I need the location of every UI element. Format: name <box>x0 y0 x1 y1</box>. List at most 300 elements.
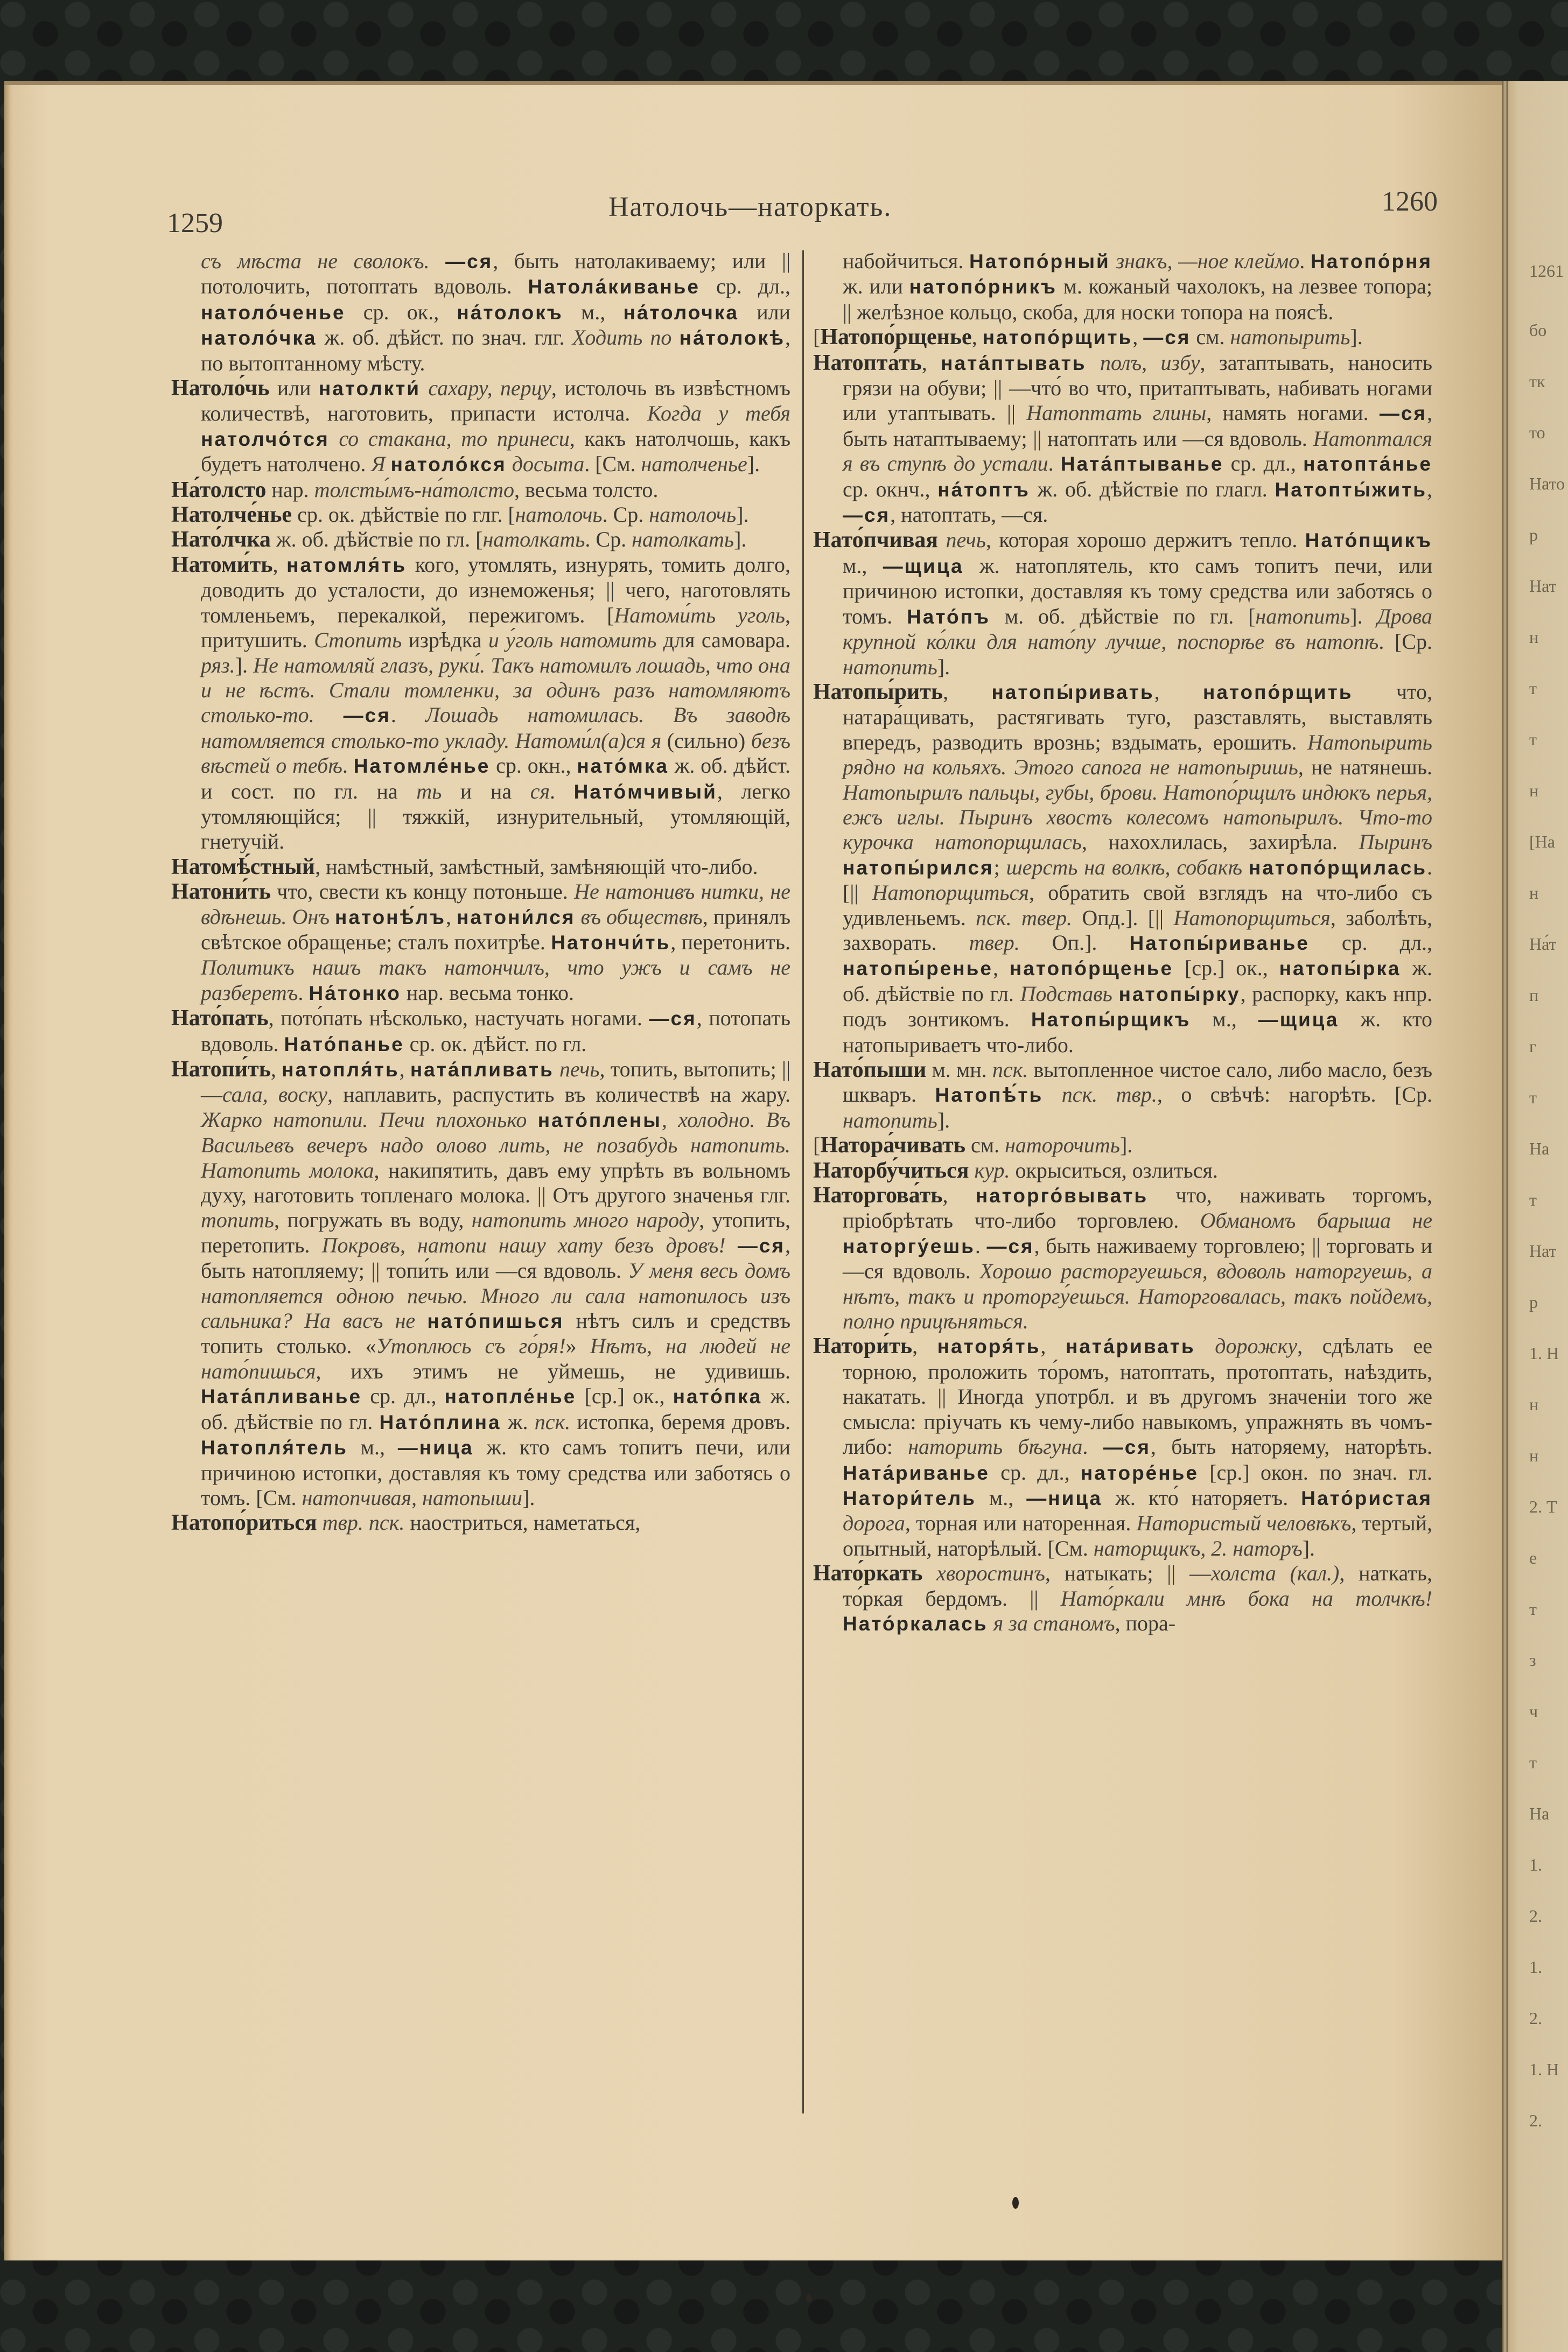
definition-text: м., <box>563 299 624 324</box>
definition-text: . <box>550 779 574 803</box>
definition-text: ср. окнч., <box>843 477 938 501</box>
dictionary-entry <box>171 376 790 478</box>
definition-text: ж. <box>501 1409 535 1434</box>
example-italic: натолченье <box>641 452 747 477</box>
example-italic: натопчивая, натопыши <box>302 1485 523 1510</box>
dictionary-entry <box>171 879 790 1006</box>
next-page-fragment: 2. <box>1529 2008 1542 2028</box>
example-italic: со стакана, то принеси <box>329 426 570 451</box>
example-italic: въ обществѣ <box>575 904 703 929</box>
example-italic: знакъ, —ное клеймо <box>1110 249 1300 273</box>
headword: Натолче́нье <box>171 502 292 528</box>
next-page-fragment: г <box>1529 1037 1537 1056</box>
definition-text: ]. <box>1350 325 1363 349</box>
derived-form: нато́мка <box>577 755 669 778</box>
derived-form: натомля́ть <box>286 554 407 576</box>
derived-form: натони́лся <box>457 906 576 928</box>
example-italic: хворостинъ <box>922 1561 1045 1586</box>
derived-form: —ся <box>1143 326 1191 349</box>
definition-text: для самовара. <box>656 628 791 653</box>
definition-text: , принялъ свѣтское обращенье; сталъ похитрѣе. <box>201 904 790 954</box>
definition-text: , накипятить, давъ ему упрѣть въ вольномъ духу, наготовить топленаго молока. || Отъ другого значенья глг. <box>201 1158 790 1208</box>
dictionary-entry <box>813 1183 1432 1334</box>
derived-form: —ся <box>1379 402 1427 425</box>
definition-text: ж. об. дѣйствіе по гл. <box>843 956 1433 1006</box>
dictionary-entry <box>813 1158 1432 1183</box>
definition-text: , утопить, перетопить. <box>201 1208 791 1257</box>
next-page-fragment: 2. <box>1529 2111 1542 2130</box>
example-italic: Ходить по <box>572 325 680 350</box>
definition-text: ср. дл., <box>1309 930 1432 955</box>
definition-text: ж. об. дѣйствіе по гл. [ <box>270 527 483 552</box>
definition-text: , натыкать; || — <box>1045 1561 1212 1586</box>
derived-form: на́толокѣ <box>679 327 785 349</box>
derived-form: —щица <box>883 555 964 577</box>
example-italic: Политикъ нашъ такъ натончилъ, что ужъ и самъ не разберетъ <box>201 955 790 1005</box>
definition-text: , ихъ этимъ не уймешь, не удивишь. <box>316 1359 790 1383</box>
definition-text: ; <box>993 855 1006 879</box>
running-title: Натолочь—наторкать. <box>608 192 892 222</box>
derived-form: Натопты́жить <box>1275 478 1427 501</box>
definition-text: » <box>565 1334 590 1359</box>
definition-text: ср. ок. дѣйст. по гл. <box>404 1031 587 1056</box>
next-page-fragment: 2. Т <box>1529 1497 1557 1516</box>
entry-continuation <box>171 249 790 376</box>
next-page-sliver <box>1502 81 1568 2352</box>
definition-text: наостриться, наметаться, <box>404 1510 641 1535</box>
definition-text: , которая хорошо держитъ тепло. <box>985 528 1305 552</box>
derived-form: нато́пка <box>673 1385 762 1408</box>
definition-text: [ср.] ок., <box>576 1384 673 1409</box>
example-italic: натолкать <box>482 527 585 552</box>
example-italic: Жарко натопили. Печи плохонько <box>201 1107 538 1132</box>
derived-form: Натола́киванье <box>528 276 701 298</box>
example-italic: дорожку <box>1195 1334 1298 1359</box>
definition-text: изрѣдка <box>402 628 488 653</box>
definition-text: м. кожаный чахолокъ, на лезвее топора; || желѣзное кольцо, скоба, для носки топора на поясѣ. <box>843 274 1432 324</box>
headword: Натопы́рить <box>813 679 943 704</box>
derived-form: Ната́пливанье <box>201 1385 362 1408</box>
derived-form: наторгу́ешь <box>843 1235 975 1257</box>
derived-form: натопы́ренье <box>843 957 993 980</box>
derived-form: ната́ривать <box>1065 1335 1195 1358</box>
definition-text: , <box>992 956 1010 981</box>
definition-text: , быть натолакиваему; или || потолочить, потоптать вдоволь. <box>201 249 791 299</box>
derived-form: натопо́рщилась <box>1248 856 1427 879</box>
example-italic: Лошадь натомилась. Въ заводѣ натомляется столько-то укладу. Натоми́л(а)ся я <box>201 703 790 753</box>
definition-text: , <box>1427 477 1432 501</box>
derived-form: На́тонко <box>309 982 401 1004</box>
derived-form: —ся <box>737 1234 785 1257</box>
example-italic: холста (кал.) <box>1211 1561 1340 1586</box>
example-italic: натопить много народу <box>471 1208 699 1233</box>
derived-form: —щица <box>1258 1009 1339 1031</box>
definition-text: или <box>739 299 790 324</box>
example-italic: пск. твер. <box>976 905 1072 930</box>
definition-text: , перетонить. <box>670 929 790 954</box>
derived-form: на́толочка <box>623 301 739 324</box>
definition-text: , сдѣлать ее торною, проложить то́ромъ, натоптать, протоптать, наѣздить, накатать. || Иногда употрбл. и въ другомъ значеніи того же смысла: пріучать къ чему-либо навыкомъ, упражнять въ чомъ-либо: <box>843 1334 1433 1459</box>
next-page-fragment: ч <box>1529 1702 1538 1721</box>
definition-text: , распорку, какъ нпр. подъ зонтикомъ. <box>843 981 1432 1032</box>
dictionary-entry <box>171 478 790 502</box>
example-italic: Натоптался я въ ступѣ до устали <box>843 426 1432 476</box>
definition-text: , <box>1154 679 1203 704</box>
derived-form: Нато́панье <box>284 1033 404 1055</box>
definition-text: . <box>342 753 354 778</box>
example-italic: печь <box>938 528 986 552</box>
example-italic: безъ вѣстей о тебѣ <box>201 728 790 778</box>
definition-text: . [Ср. <box>1378 629 1432 654</box>
definition-text: ср. дл., <box>989 1460 1081 1485</box>
headword: Натори́ть <box>813 1334 913 1359</box>
next-page-fragment: бо <box>1529 320 1547 340</box>
derived-form: Нато́мчивый <box>573 780 717 803</box>
next-page-fragment: 1. <box>1529 1855 1542 1874</box>
next-page-fragment: Нато <box>1529 474 1565 493</box>
example-italic: Когда у тебя <box>647 401 790 426</box>
definition-text: что, свести къ концу потоньше. <box>270 879 575 904</box>
example-italic: натолочь <box>515 502 603 527</box>
right-page-number: 1260 <box>1382 186 1438 217</box>
derived-form: нато́пишься <box>427 1310 564 1333</box>
example-italic: досыта <box>506 452 585 477</box>
derived-form: Ната́риванье <box>843 1461 990 1484</box>
next-page-fragment: 1. Н <box>1529 1343 1559 1363</box>
definition-text: , наплавить, распустить въ количествѣ на жару. <box>327 1082 791 1107</box>
example-italic: Утоплюсь съ го́ря! <box>376 1334 566 1359</box>
next-page-fragment: т <box>1529 1599 1537 1619</box>
definition-text: . Ср. <box>602 502 649 527</box>
example-italic: Я <box>371 452 391 477</box>
definition-text: ]. <box>1350 604 1377 628</box>
derived-form: Натопы́риванье <box>1129 932 1310 954</box>
page-header <box>162 186 1443 250</box>
definition-text: , быть наживаему торговлею; || торговать и —ся вдоволь. <box>843 1233 1433 1284</box>
definition-text: [ <box>813 325 821 349</box>
dictionary-entry <box>813 351 1432 528</box>
definition-text: что, натара́щивать, растягивать туго, разставлять, выставлять впередъ, разводить врознь; вздымать, ерошить. <box>843 679 1433 754</box>
derived-form: наторе́нье <box>1080 1461 1199 1484</box>
example-italic: Натоптать глины <box>1026 401 1207 425</box>
example-italic: У меня весь домъ натопляется одною печью. Много ли сала натопилось изъ сальника? На васъ не <box>201 1258 791 1333</box>
dictionary-entry <box>171 1510 790 1535</box>
derived-form: натолчо́тся <box>201 428 330 450</box>
definition-text: , топить, вытопить; || — <box>201 1057 790 1107</box>
definition-text: нар. <box>266 477 314 502</box>
headword: Нато́пыши <box>813 1058 927 1082</box>
definition-text: или <box>269 376 319 401</box>
definition-text: , весьма толсто. <box>514 477 659 502</box>
definition-text: см. <box>965 1133 1005 1158</box>
definition-text: , торная или наторенная. <box>905 1511 1137 1536</box>
definition-text: . <box>1299 249 1311 273</box>
next-page-fragment: Нат <box>1529 576 1557 596</box>
example-italic: кур. <box>969 1158 1010 1182</box>
example-italic: Стопить <box>314 628 402 653</box>
next-page-fragment: з <box>1529 1650 1536 1670</box>
example-italic: сала, воску <box>222 1082 327 1107</box>
headword: Натони́ть <box>171 879 271 905</box>
example-italic: топить <box>201 1208 274 1233</box>
definition-text: что, наживать торгомъ, пріобрѣтать что-либо торговлею. <box>843 1183 1433 1233</box>
derived-form: натопля́ть <box>282 1059 400 1081</box>
example-italic: печь <box>554 1057 600 1081</box>
definition-text: м., <box>347 1435 398 1460</box>
example-italic: натолкать <box>632 527 734 552</box>
definition-text: . <box>1048 451 1061 476</box>
definition-text: , <box>943 679 992 704</box>
derived-form: натопта́нье <box>1303 453 1432 475</box>
dictionary-entry <box>171 1057 790 1510</box>
next-page-fragment: На́т <box>1529 934 1557 954</box>
definition-text: вытопленное чистое сало, либо масло, безъ шкваръ. <box>843 1058 1433 1107</box>
definition-text: см. <box>1191 325 1230 349</box>
definition-text: ж. об. дѣйст. по знач. глг. <box>317 325 572 350</box>
definition-text: . <box>1082 1434 1103 1459</box>
definition-text: , потопать вдоволь. <box>201 1006 790 1056</box>
definition-text: , <box>399 1057 410 1081</box>
definition-text: , по вытоптанному мѣсту. <box>201 325 790 375</box>
ink-spot <box>806 2294 811 2302</box>
example-italic: дорога <box>843 1511 905 1536</box>
derived-form: натоло́кся <box>390 453 507 476</box>
example-italic: Натопырить рядно на кольяхъ. Этого сапога не натопыришь <box>843 730 1432 780</box>
next-page-fragment: р <box>1529 1292 1538 1312</box>
derived-form: ната́птывать <box>941 352 1087 374</box>
definition-text: ]. <box>734 527 747 552</box>
headword: Наторгова́ть <box>813 1183 943 1208</box>
next-page-fragment: н <box>1529 627 1539 647</box>
example-italic: Натопорщиться <box>872 880 1029 905</box>
example-italic: натопырить <box>1230 325 1350 349</box>
definition-text: ]. <box>747 452 760 477</box>
headword: Натопта́ть <box>813 350 922 375</box>
dictionary-entry <box>171 527 790 552</box>
example-italic: натопить <box>1255 604 1350 628</box>
definition-text: , быть наторяему, наторѣть. <box>1150 1434 1432 1459</box>
definition-text: (сильно) <box>661 728 751 753</box>
next-page-fragment: п <box>1529 985 1539 1005</box>
gutter-fold <box>1502 81 1508 2352</box>
dictionary-entry <box>813 1561 1432 1636</box>
next-page-number: 1261 <box>1529 261 1564 281</box>
next-page-fragment: 1. <box>1529 1957 1542 1977</box>
definition-text: ж. натоплятель, кто самъ топитъ печи, или причиною истопки, доставляя къ тому средства или заботясь о томъ. <box>843 553 1433 628</box>
definition-text: , <box>272 552 287 577</box>
example-italic: Натоми́ть уголь <box>614 603 786 627</box>
definition-text: ]. <box>736 502 749 527</box>
definition-text: . [См. <box>584 452 641 477</box>
dictionary-entry <box>813 1334 1432 1561</box>
definition-text: [ <box>813 1133 821 1158</box>
definition-text: набойчиться. <box>843 249 970 273</box>
example-italic: пск. твр. <box>1043 1082 1157 1107</box>
derived-form: Нато́пъ <box>907 605 990 628</box>
definition-text: , намять ногами. <box>1206 401 1380 425</box>
derived-form: натопы́рку <box>1118 983 1241 1005</box>
derived-form: —ся <box>986 1235 1034 1257</box>
headword: Нато́пать <box>171 1006 269 1031</box>
derived-form: —ся <box>649 1007 697 1030</box>
derived-form: Натопѣ́ть <box>935 1084 1044 1107</box>
next-page-fragment: тк <box>1529 372 1545 391</box>
definition-text: , пото́пать нѣсколько, настучать ногами. <box>268 1006 649 1031</box>
definition-text: ср. ок., <box>345 299 457 324</box>
definition-text: ]. <box>235 653 254 677</box>
example-italic: наторить бѣгуна <box>908 1434 1083 1459</box>
definition-text: , затаптывать, наносить грязи на обуви; || —что́ во что, притаптывать, набивать ногами или утаптывать. || <box>843 350 1432 425</box>
headword: Наторбу́читься <box>813 1158 969 1183</box>
derived-form: натопо́рникъ <box>909 276 1057 298</box>
derived-form: натопо́рщить <box>1203 681 1353 703</box>
definition-text: . [|| <box>843 855 1432 905</box>
definition-text: м., <box>843 553 883 578</box>
derived-form: на́топтъ <box>937 478 1030 501</box>
dictionary-entry <box>813 1133 1432 1158</box>
example-italic: натопить <box>843 1108 937 1132</box>
next-page-fragment: На <box>1529 1804 1550 1823</box>
example-italic: сахару, перцу <box>421 376 551 401</box>
definition-text: , <box>1040 1334 1066 1359</box>
definition-text: , <box>1132 325 1144 349</box>
definition-text: , истолочь въ извѣстномъ количествѣ, наготовить, припасти истолча. <box>201 376 790 426</box>
derived-form: —ница <box>1026 1487 1103 1509</box>
next-page-fragment: т <box>1529 730 1537 749</box>
definition-text: , легко утомляющійся; || тяжкій, изнурительный, утомляющій, гнетучій. <box>201 779 790 854</box>
next-page-fragment: 2. <box>1529 1906 1542 1926</box>
headword: Нато́ркать <box>813 1561 923 1586</box>
derived-form: —ся <box>843 504 891 527</box>
definition-text: нѣтъ силъ и средствъ топить столько. « <box>201 1308 791 1359</box>
derived-form: Нато́плина <box>379 1411 501 1433</box>
definition-text: окрыситься, озлиться. <box>1010 1158 1218 1182</box>
right-column <box>813 249 1432 1636</box>
definition-text: , о свѣчѣ: нагорѣть. [Ср. <box>1157 1082 1432 1107</box>
example-italic: шерсть на волкѣ, собакѣ <box>1006 855 1249 879</box>
example-italic: толсты́мъ-на́толсто <box>314 477 515 502</box>
dictionary-entry <box>813 325 1432 350</box>
definition-text: м., <box>1191 1007 1258 1032</box>
entry-continuation <box>813 249 1432 325</box>
definition-text: ср. ок. дѣйствіе по глг. [ <box>292 502 515 527</box>
derived-form: Ната́птыванье <box>1060 453 1224 475</box>
example-italic: пск. <box>992 1058 1028 1082</box>
headword: Натопи́ть <box>171 1057 271 1082</box>
dictionary-entry <box>813 680 1432 1058</box>
definition-text: , намѣстный, замѣстный, замѣняющій что-либо. <box>315 854 758 879</box>
example-italic: наторщикъ, 2. наторъ <box>1093 1536 1303 1560</box>
next-page-fragment: т <box>1529 1753 1537 1772</box>
example-italic: твер. <box>969 930 1020 955</box>
derived-form: —ся <box>343 704 391 727</box>
definition-text: . <box>390 703 425 727</box>
derived-form: Натопля́тель <box>201 1437 348 1459</box>
definition-text: , <box>912 1334 937 1359</box>
derived-form: —ница <box>397 1437 474 1459</box>
next-page-fragment: т <box>1529 1190 1537 1209</box>
definition-text: , погружать въ воду, <box>274 1208 472 1233</box>
derived-form: наторго́вывать <box>975 1185 1149 1207</box>
definition-text: , нахохлилась, захирѣла. <box>1081 830 1359 855</box>
definition-text: и на <box>442 779 530 803</box>
definition-text: ж. или <box>843 274 909 299</box>
derived-form: —ся <box>445 250 493 272</box>
derived-form: Нато́пщикъ <box>1305 529 1433 552</box>
definition-text: , <box>971 325 983 349</box>
left-column <box>171 249 790 1536</box>
next-page-fragment: н <box>1529 883 1539 902</box>
headword: Натоло́чь <box>171 376 270 401</box>
example-italic: я за станомъ <box>988 1611 1115 1635</box>
derived-form: натопы́рился <box>843 856 994 879</box>
next-page-fragment: 1. Н <box>1529 2060 1559 2079</box>
derived-form: натонѣ́лъ <box>335 906 446 928</box>
derived-form: наторя́ть <box>937 1335 1041 1358</box>
definition-text: нар. весьма тонко. <box>401 980 574 1005</box>
derived-form: Нато́ристая <box>1301 1487 1433 1509</box>
definition-text: , тертый, опытный, наторѣлый. [См. <box>843 1511 1432 1560</box>
next-page-fragment: то <box>1529 423 1545 442</box>
headword: Натоми́ть <box>171 552 273 577</box>
example-italic: Нато́ркали мнѣ бока на толчкѣ! <box>1060 1586 1432 1611</box>
definition-text: , заболѣть, захворать. <box>843 905 1433 955</box>
derived-form: натолкти́ <box>318 377 421 400</box>
next-page-fragment: Нат <box>1529 1241 1557 1261</box>
next-page-fragment: т <box>1529 1088 1537 1107</box>
next-page-fragment: т <box>1529 678 1537 698</box>
derived-form: Натомле́нье <box>353 755 491 778</box>
definition-text: , <box>942 1183 976 1208</box>
next-page-fragment: е <box>1529 1548 1537 1567</box>
headword: Натопо́рщенье <box>820 325 972 350</box>
definition-text: , натоптать, —ся. <box>890 502 1048 527</box>
definition-text: ж. кто натопыриваетъ что-либо. <box>843 1007 1432 1057</box>
example-italic: натопить <box>843 654 937 679</box>
definition-text: м., <box>976 1485 1027 1510</box>
definition-text: . <box>298 980 309 1005</box>
example-italic: полъ, избу <box>1086 350 1200 375</box>
example-italic: ся <box>530 779 550 803</box>
definition-text: , <box>270 1057 282 1081</box>
example-italic: Натопырилъ пальцы, губы, брови. Натопо́рщилъ индюкъ перья, ежъ иглы. Пыринъ хвостъ колесомъ натопырилъ. Что-то курочка натопорщилась <box>843 780 1432 855</box>
definition-text: ж. об. дѣйст. и сост. по гл. на <box>201 753 790 803</box>
definition-text: ж. кто́ наторяетъ. <box>1102 1485 1301 1510</box>
headword: Нато́лчка <box>171 527 271 552</box>
dictionary-entry <box>171 502 790 527</box>
definition-text: , не натянешь. <box>1298 755 1432 780</box>
definition-text: м. мн. <box>926 1058 992 1082</box>
derived-form: нато́плены <box>537 1109 662 1131</box>
example-italic: и у́голь натомить <box>488 628 657 653</box>
derived-form: Натопо́рня <box>1310 250 1432 272</box>
derived-form: ната́пливать <box>410 1059 554 1081</box>
derived-form: Натопы́рщикъ <box>1031 1009 1191 1031</box>
example-italic: натолочь <box>649 502 737 527</box>
example-italic: твр. пск. <box>317 1510 405 1535</box>
definition-text: , наткать, то́ркая бердомъ. || <box>843 1561 1432 1611</box>
definition-text: ср. дл., <box>1223 451 1304 476</box>
next-page-fragment: н <box>1529 781 1539 800</box>
example-italic: Не натонивъ нитки, не вдѣнешь. Онъ <box>201 879 790 929</box>
derived-form: натопо́рщенье <box>1009 957 1174 980</box>
definition-text: м. об. дѣйствіе по гл. [ <box>990 604 1256 628</box>
definition-text: Оп.]. <box>1019 930 1130 955</box>
derived-form: Натопо́рный <box>969 250 1110 272</box>
definition-text: ср. дл., <box>700 274 791 299</box>
definition-text: , пора- <box>1115 1611 1176 1635</box>
example-italic: Нѣтъ, на людей не нато́пишься <box>201 1334 790 1383</box>
